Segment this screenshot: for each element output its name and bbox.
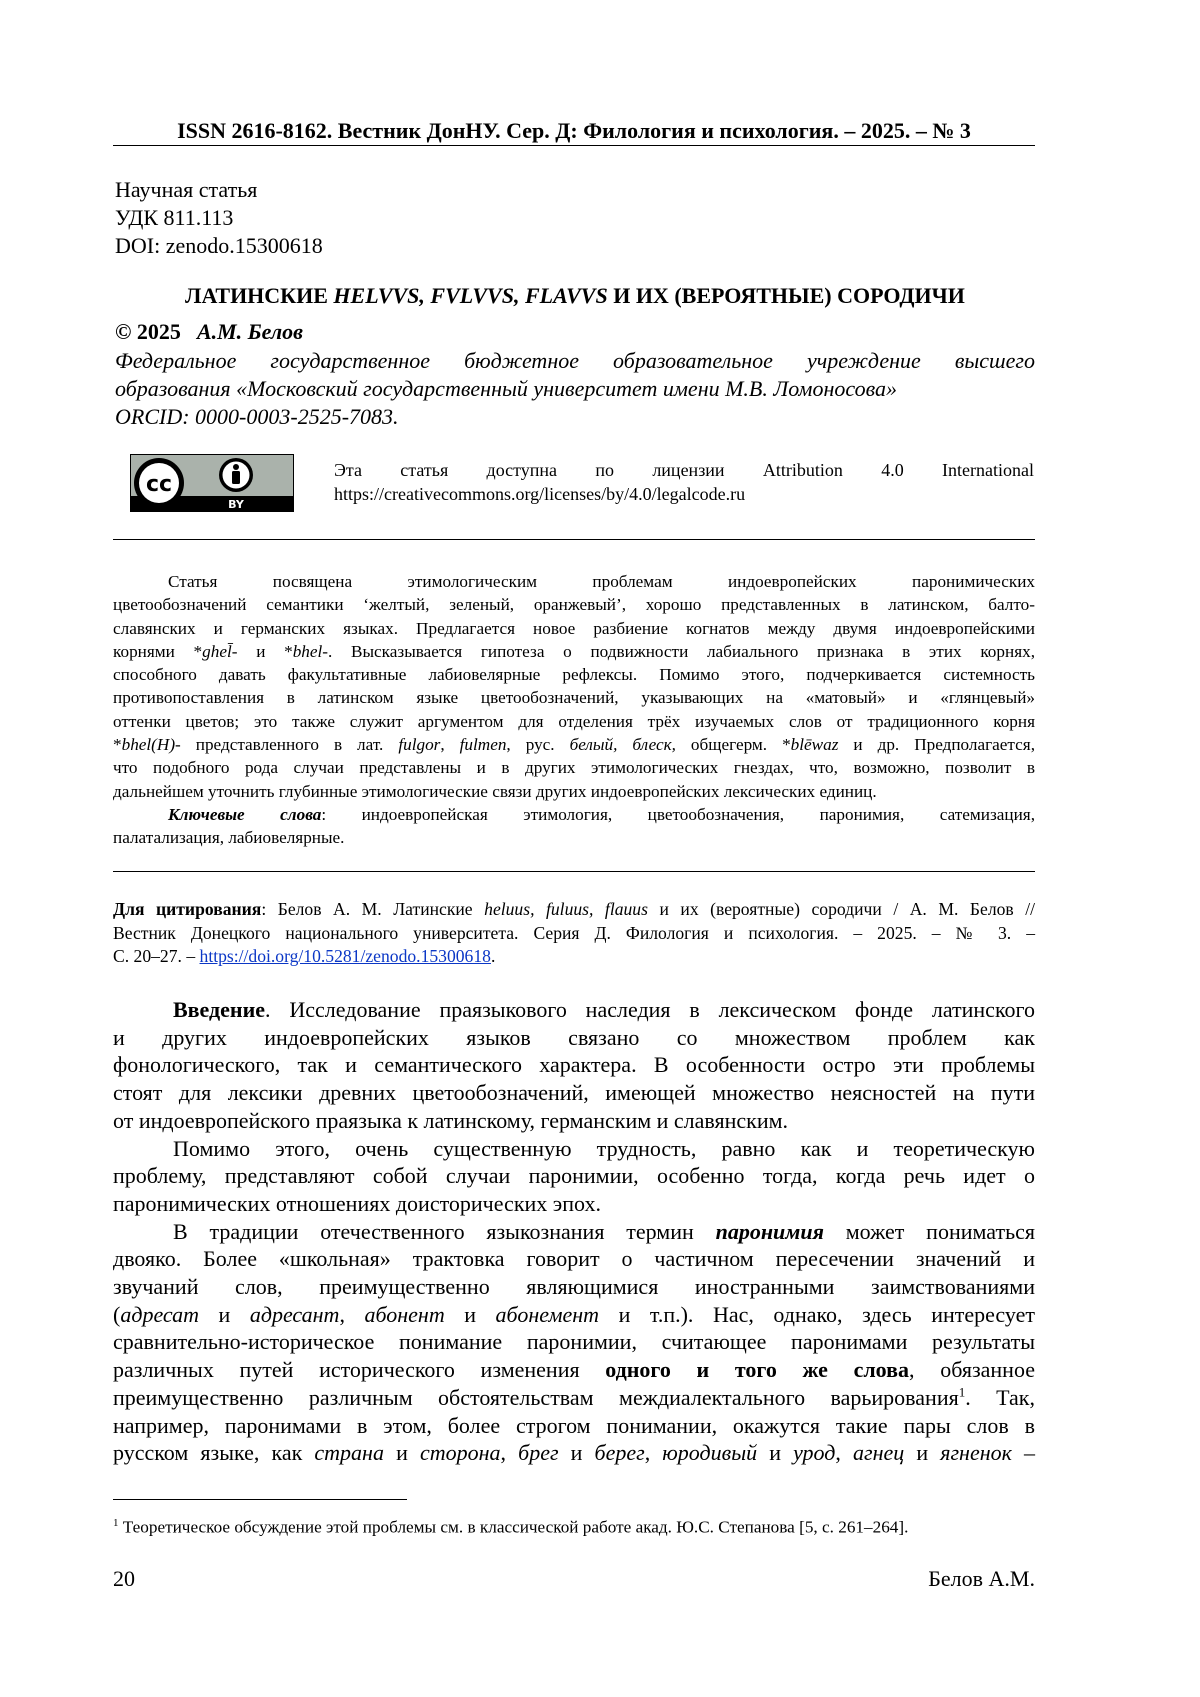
body-line: звучаний слов, преимущественно являющимися иностранными заимствованиями	[113, 1274, 1035, 1300]
body-line: различных путей исторического изменения одного и того же слова, обязанное	[113, 1357, 1035, 1383]
body-line: В традиции отечественного языкознания термин паронимия может пониматься	[173, 1218, 1036, 1244]
doi: DOI: zenodo.15300618	[115, 233, 323, 258]
abstract-bottom-rule	[113, 871, 1035, 872]
body-line: Введение. Исследование праязыкового наследия в лексическом фонде латинского	[173, 997, 1035, 1022]
abstract-line: славянских и германских языках. Предлагается новое разбиение когнатов между двумя индоевропейскими	[113, 618, 1035, 638]
abstract-line: способного давать факультативные лабиовелярные рефлексы. Помимо этого, подчеркивается системность	[113, 665, 1035, 685]
body-line: фонологического, так и семантического характера. В особенности остро эти проблемы	[113, 1052, 1035, 1078]
person-head	[233, 464, 239, 470]
author-name: А.М. Белов	[196, 319, 303, 344]
running-author: Белов А.М.	[928, 1566, 1035, 1591]
body-line: проблему, представляют собой случаи паронимии, особенно тогда, когда речь идет о	[113, 1163, 1035, 1189]
title-part: ЛАТИНСКИЕ	[185, 283, 334, 308]
footnote-number: 1	[113, 1517, 119, 1529]
citation-line: С. 20–27. – https://doi.org/10.5281/zenodo.15300618.	[113, 946, 496, 966]
affiliation-line: Федеральное государственное бюджетное образовательное учреждение высшего	[115, 348, 1035, 373]
article-meta	[115, 176, 323, 260]
footnote-rule	[113, 1499, 407, 1500]
footnote	[113, 1512, 1035, 1539]
by-text: BY	[228, 498, 244, 511]
body-line: (адресат и адресант, абонент и абонемент и т.п.). Нас, однако, здесь интересует	[113, 1301, 1035, 1327]
abstract-line: Статья посвящена этимологическим проблемам индоевропейских паронимических	[168, 572, 1035, 591]
body-line: Помимо этого, очень существенную трудность, равно как и теоретическую	[173, 1135, 1035, 1161]
keywords-line: Ключевые слова: индоевропейская этимология, цветообозначения, паронимия, сатемизация,	[168, 804, 1035, 824]
keywords-line: палатализация, лабиовелярные.	[113, 828, 345, 848]
copyright: © 2025	[115, 319, 181, 344]
abstract-line: что подобного рода случаи представлены и в других этимологических гнездах, что, возможно, позволит в	[113, 758, 1035, 778]
article-title	[115, 283, 1035, 309]
udk: УДК 811.113	[115, 205, 234, 230]
body-line: двояко. Более «школьная» трактовка говорит о частичном пересечении значений и	[113, 1246, 1035, 1272]
body-line: и других индоевропейских языков связано со множеством проблем как	[113, 1024, 1035, 1050]
affiliation-line: образования «Московский государственный университет имени М.В. Ломоносова»	[115, 376, 897, 401]
footnote-text: Теоретическое обсуждение этой проблемы см. в классической работе акад. Ю.С. Степанова [5, с. 261–264].	[118, 1517, 909, 1537]
body-line: преимущественно различным обстоятельствам междиалектального варьирования$^1$. Так,	[113, 1384, 1035, 1410]
cc-text: cc	[145, 472, 173, 497]
license-text	[334, 458, 1034, 506]
abstract-line: *bhel(H)- представленного в лат. fulgor, fulmen, рус. белый, блеск, общегерм. *blēwaz и др. Предполагается,	[113, 735, 1035, 755]
license-line: Эта статья доступна по лицензии Attribution 4.0 International	[334, 460, 1034, 480]
person-body	[232, 471, 240, 484]
body-line: паронимических отношениях доисторических эпох.	[113, 1190, 601, 1216]
abstract-line: дальнейшем уточнить глубинные этимологические связи других индоевропейских лексических единиц.	[113, 781, 877, 801]
license-url[interactable]: https://creativecommons.org/licenses/by/4.0/legalcode.ru	[334, 484, 746, 504]
author-line	[115, 319, 303, 345]
body-line: от индоевропейского праязыка к латинскому, германским и славянским.	[113, 1107, 789, 1133]
title-part: И ИХ (ВЕРОЯТНЫЕ) СОРОДИЧИ	[607, 283, 965, 308]
cc-by-license-badge[interactable]	[130, 454, 294, 512]
abstract-line: корнями *ghel̄- и *bhel-. Высказывается гипотеза о подвижности лабиального признака в этих корнях,	[113, 641, 1035, 661]
citation-line: Вестник Донецкого национального университета. Серия Д. Филология и психология. – 2025. – № 3. –	[113, 922, 1035, 943]
keywords-label: Ключевые слова	[168, 804, 322, 824]
citation-line: Для цитирования: Белов А. М. Латинские heluus, fuluus, flauus и их (вероятные) сородичи / А. М. Белов //	[113, 899, 1036, 919]
orcid: ORCID: 0000-0003-2525-7083.	[115, 404, 399, 429]
abstract-line: противопоставления в латинском языке цветообозначений, указывающих на «матовый» и «глянцевый»	[113, 688, 1035, 708]
abstract-top-rule	[113, 539, 1035, 540]
intro-heading: Введение	[173, 997, 266, 1022]
body-line: русском языке, как страна и сторона, брег и берег, юродивый и урод, агнец и ягненок –	[113, 1440, 1036, 1466]
body-text	[113, 996, 1035, 1467]
body-line: стоят для лексики древних цветообозначений, имеющей множество неясностей на пути	[113, 1080, 1035, 1106]
footnote-ref[interactable]: 1	[958, 1384, 966, 1400]
abstract	[113, 570, 1035, 850]
page-number: 20	[113, 1566, 135, 1591]
abstract-line: цветообозначений семантики ‘желтый, зеленый, оранжевый’, хорошо представленных в латинском, балто-	[113, 595, 1035, 615]
abstract-line: оттенки цветов; это также служит аргументом для отделения трёх изучаемых слов от традиционного корня	[113, 711, 1035, 731]
doi-link[interactable]: https://doi.org/10.5281/zenodo.15300618	[199, 946, 491, 966]
journal-header: ISSN 2616-8162. Вестник ДонНУ. Сер. Д: Филология и психология. – 2025. – № 3	[177, 118, 971, 143]
title-italic: HELVVS, FVLVVS, FLAVVS	[333, 283, 608, 308]
citation	[113, 898, 1035, 969]
article-type: Научная статья	[115, 177, 258, 202]
citation-label: Для цитирования	[113, 899, 262, 919]
body-line: например, паронимами в этом, более строгом понимании, окажутся такие пары слов в	[113, 1412, 1035, 1438]
header-rule	[113, 145, 1035, 146]
affiliation	[115, 347, 1035, 431]
body-line: сравнительно-историческое понимание паронимии, считающее паронимами результаты	[113, 1329, 1035, 1355]
